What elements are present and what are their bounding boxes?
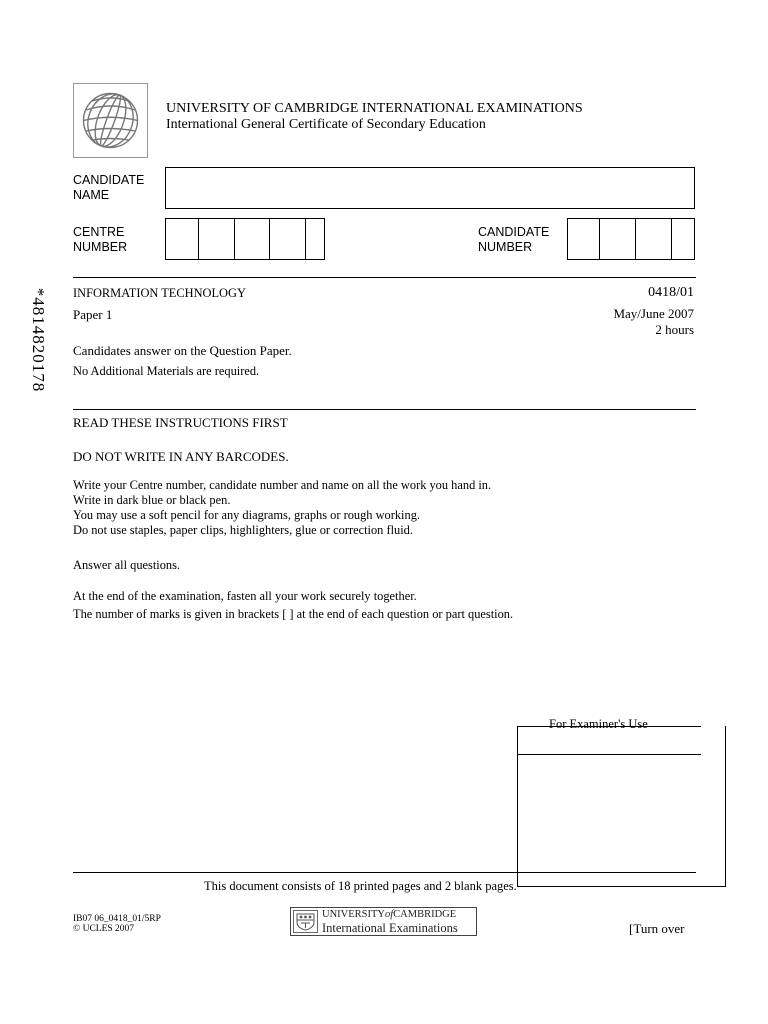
subject-title: INFORMATION TECHNOLOGY (73, 286, 246, 300)
divider-middle (73, 409, 696, 410)
instruction-line: The number of marks is given in brackets [ ] at the end of each question or part question. (73, 607, 514, 621)
centre-number-digit[interactable] (199, 219, 235, 259)
instruction-line: Write in dark blue or black pen. (73, 493, 231, 507)
instruction-line: At the end of the examination, fasten all your work securely together. (73, 589, 417, 603)
org-name: UNIVERSITY OF CAMBRIDGE INTERNATIONAL EXAMINATIONS (166, 101, 583, 116)
logo-exams-text: International Examinations (322, 921, 458, 935)
materials-note: No Additional Materials are required. (73, 364, 260, 378)
cambridge-logo (290, 907, 477, 936)
answer-all-note: Answer all questions. (73, 558, 181, 572)
barcode-text: *4814820178 (29, 287, 48, 393)
candidate-number-digit[interactable] (636, 219, 672, 259)
exam-session: May/June 2007 (613, 306, 694, 321)
copyright-note: © UCLES 2007 (73, 924, 135, 934)
centre-number-digit[interactable] (166, 219, 199, 259)
paper-number: Paper 1 (73, 307, 113, 322)
centre-number-digit[interactable] (270, 219, 306, 259)
candidate-name-label: CANDIDATE NAME (73, 173, 145, 202)
centre-number-digit[interactable] (306, 219, 324, 259)
paper-code: 0418/01 (648, 285, 694, 300)
qualification-title: International General Certificate of Secondary Education (166, 117, 486, 132)
centre-number-digit[interactable] (235, 219, 270, 259)
document-reference: IB07 06_0418_01/5RP (73, 914, 161, 924)
candidate-number-field[interactable] (567, 218, 695, 260)
examiner-box-right-edge (725, 726, 726, 886)
divider-top (73, 277, 696, 278)
examiner-box-top-line (517, 726, 701, 727)
page-count-note: This document consists of 18 printed pages and 2 blank pages. (204, 879, 517, 893)
logo-university-text: UNIVERSITYofCAMBRIDGE (322, 909, 457, 920)
candidate-number-label: CANDIDATE NUMBER (478, 225, 550, 254)
candidate-number-digit[interactable] (600, 219, 636, 259)
candidate-number-digit[interactable] (568, 219, 600, 259)
candidate-name-field[interactable] (165, 167, 695, 209)
barcode-warning: DO NOT WRITE IN ANY BARCODES. (73, 449, 289, 464)
instruction-line: You may use a soft pencil for any diagrams, graphs or rough working. (73, 508, 420, 522)
exam-duration: 2 hours (655, 322, 694, 337)
examiner-box-bottom-line (517, 886, 726, 887)
crest-icon (293, 910, 318, 933)
centre-number-label: CENTRE NUMBER (73, 225, 128, 254)
examiner-box-title: For Examiner's Use (549, 717, 648, 731)
globe-icon (74, 84, 147, 157)
instruction-line: Do not use staples, paper clips, highlighters, glue or correction fluid. (73, 523, 413, 537)
divider-bottom (73, 872, 696, 873)
candidate-number-digit[interactable] (672, 219, 694, 259)
instruction-line: Write your Centre number, candidate number and name on all the work you hand in. (73, 478, 492, 492)
answer-on-note: Candidates answer on the Question Paper. (73, 343, 292, 358)
instructions-heading: READ THESE INSTRUCTIONS FIRST (73, 415, 288, 430)
turn-over-note: [Turn over (629, 921, 685, 936)
globe-logo-box (73, 83, 148, 158)
examiner-use-area[interactable] (518, 755, 724, 885)
centre-number-field[interactable] (165, 218, 325, 260)
